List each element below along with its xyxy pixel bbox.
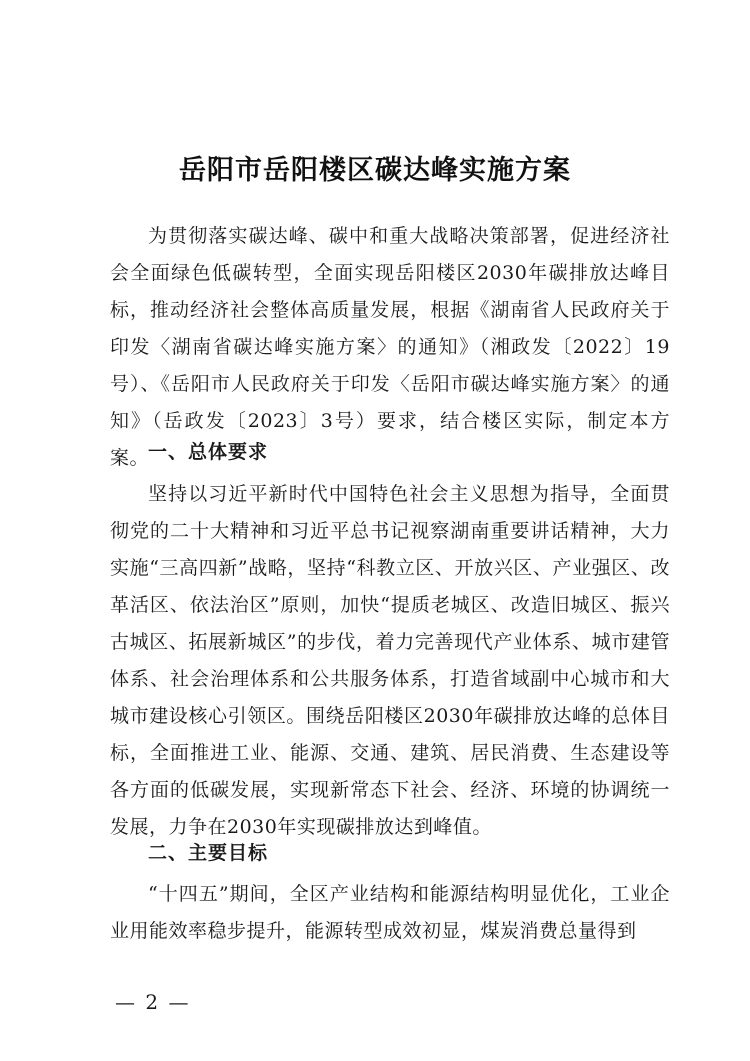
- intro-paragraph: 为贯彻落实碳达峰、碳中和重大战略决策部署，促进经济社会全面绿色低碳转型，全面实现岳阳楼区2030年碳排放达峰目标，推动经济社会整体高质量发展，根据《湖南省人民政府关于印发〈湖南省碳达峰实施方案〉的通知》（湘政发〔2022〕19号）、《岳阳市人民政府关于印发〈岳阳市碳达峰实施方案〉的通知》（岳政发〔2023〕3号）要求，结合楼区实际，制定本方案。: [110, 225, 670, 469]
- main-goals-paragraph: “十四五”期间，全区产业结构和能源结构明显优化，工业企业用能效率稳步提升，能源转型成效初显，煤炭消费总量得到: [110, 883, 670, 942]
- page-number: — 2 —: [115, 990, 191, 1014]
- section-heading-overall-requirements: 一、总体要求: [148, 441, 269, 463]
- overall-requirements-paragraph: 坚持以习近平新时代中国特色社会主义思想为指导，全面贯彻党的二十大精神和习近平总书记视察湖南重要讲话精神，大力实施“三高四新”战略，坚持“科教立区、开放兴区、产业强区、改革活区、依法治区”原则，加快“提质老城区、改造旧城区、振兴古城区、拓展新城区”的步伐，着力完善现代产业体系、城市建管体系、社会治理体系和公共服务体系，打造省域副中心城市和大城市建设核心引领区。围绕岳阳楼区2030年碳排放达峰的总体目标，全面推进工业、能源、交通、建筑、居民消费、生态建设等各方面的低碳发展，实现新常态下社会、经济、环境的协调统一发展，力争在2030年实现碳排放达到峰值。: [110, 483, 670, 838]
- document-title: 岳阳市岳阳楼区碳达峰实施方案: [179, 155, 571, 186]
- section-heading-main-goals: 二、主要目标: [148, 842, 269, 864]
